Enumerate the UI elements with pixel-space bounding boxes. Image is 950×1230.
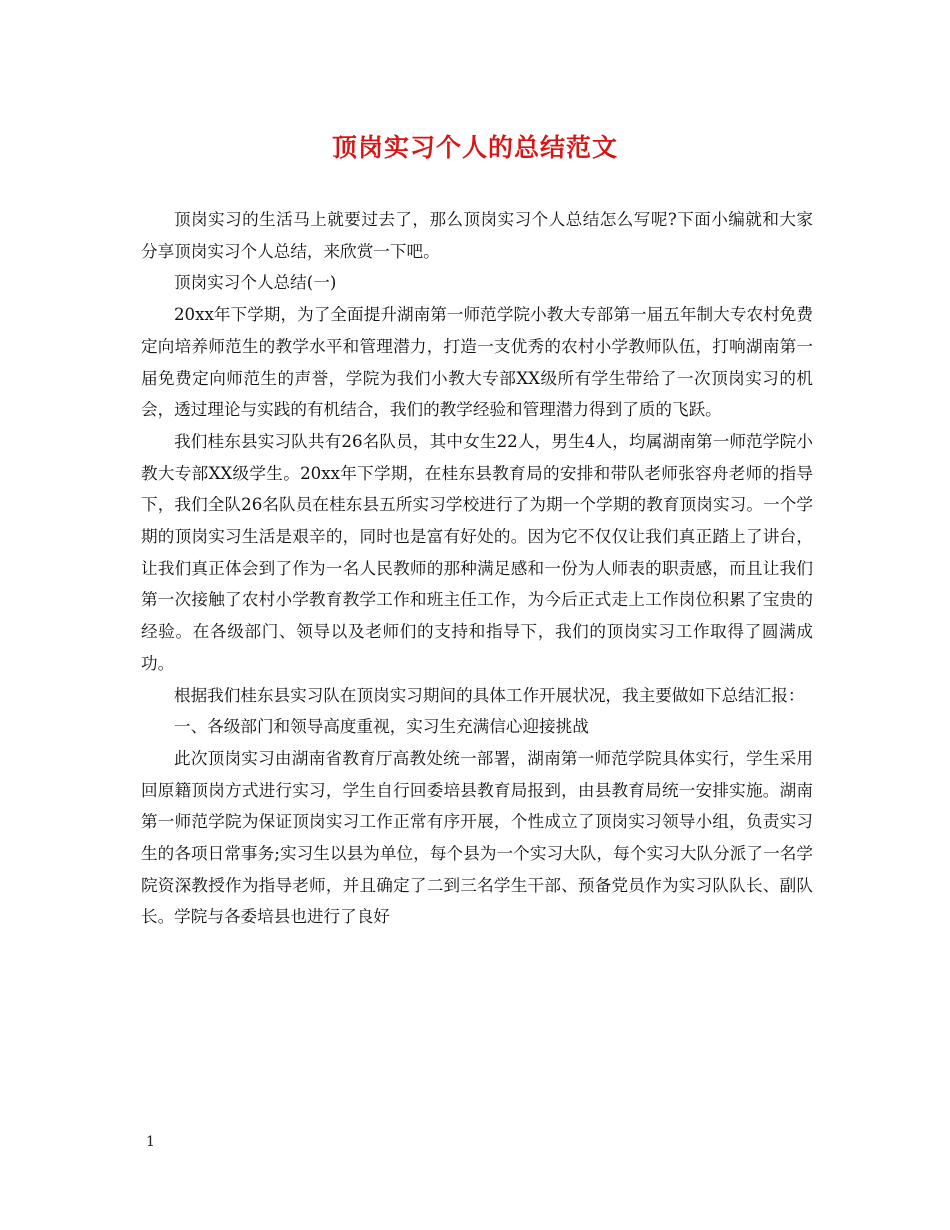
paragraph-team: 我们桂东县实习队共有26名队员，其中女生22人，男生4人，均属湖南第一师范学院小教大专部XX级学生。20xx年下学期，在桂东县教育局的安排和带队老师张容舟老师的指导下，我们全队26名队员在桂东县五所实习学校进行了为期一个学期的教育顶岗实习。一个学期的顶岗实习生活是艰辛的，同时也是富有好处的。因为它不仅仅让我们真正踏上了讲台，让我们真正体会到了作为一名人民教师的那种满足感和一份为人师表的职责感，而且让我们第一次接触了农村小学教育教学工作和班主任工作，为今后正式走上工作岗位积累了宝贵的经验。在各级部门、领导以及老师们的支持和指导下，我们的顶岗实习工作取得了圆满成功。 (141, 431, 813, 673)
document-title: 顶岗实习个人的总结范文 (331, 133, 618, 162)
paragraph-report-intro: 根据我们桂东县实习队在顶岗实习期间的具体工作开展状况，我主要做如下总结汇报： (174, 685, 805, 705)
paragraph-subheading-1: 一、各级部门和领导高度重视，实习生充满信心迎接挑战 (174, 717, 589, 737)
page-number: 1 (146, 1134, 155, 1150)
paragraph-background: 20xx年下学期，为了全面提升湖南第一师范学院小教大专部第一届五年制大专农村免费定向培养师范生的教学水平和管理潜力，打造一支优秀的农村小学教师队伍，打响湖南第一届免费定向师范生的声誉，学院为我们小教大专部XX级所有学生带给了一次顶岗实习的机会，透过理论与实践的有机结合，我们的教学经验和管理潜力得到了质的飞跃。 (141, 305, 813, 420)
paragraph-intro: 顶岗实习的生活马上就要过去了，那么顶岗实习个人总结怎么写呢?下面小编就和大家分享顶岗实习个人总结，来欣赏一下吧。 (141, 210, 813, 261)
paragraph-organization: 此次顶岗实习由湖南省教育厅高教处统一部署，湖南第一师范学院具体实行，学生采用回原籍顶岗方式进行实习，学生自行回委培县教育局报到，由县教育局统一安排实施。湖南第一师范学院为保证顶岗实习工作正常有序开展，个性成立了顶岗实习领导小组，负责实习生的各项日常事务;实习生以县为单位，每个县为一个实习大队，每个实习大队分派了一名学院资深教授作为指导老师，并且确定了二到三名学生干部、预备党员作为实习队队长、副队长。学院与各委培县也进行了良好 (141, 748, 813, 927)
paragraph-section-heading: 顶岗实习个人总结(一) (174, 273, 337, 293)
document-body (141, 204, 813, 933)
